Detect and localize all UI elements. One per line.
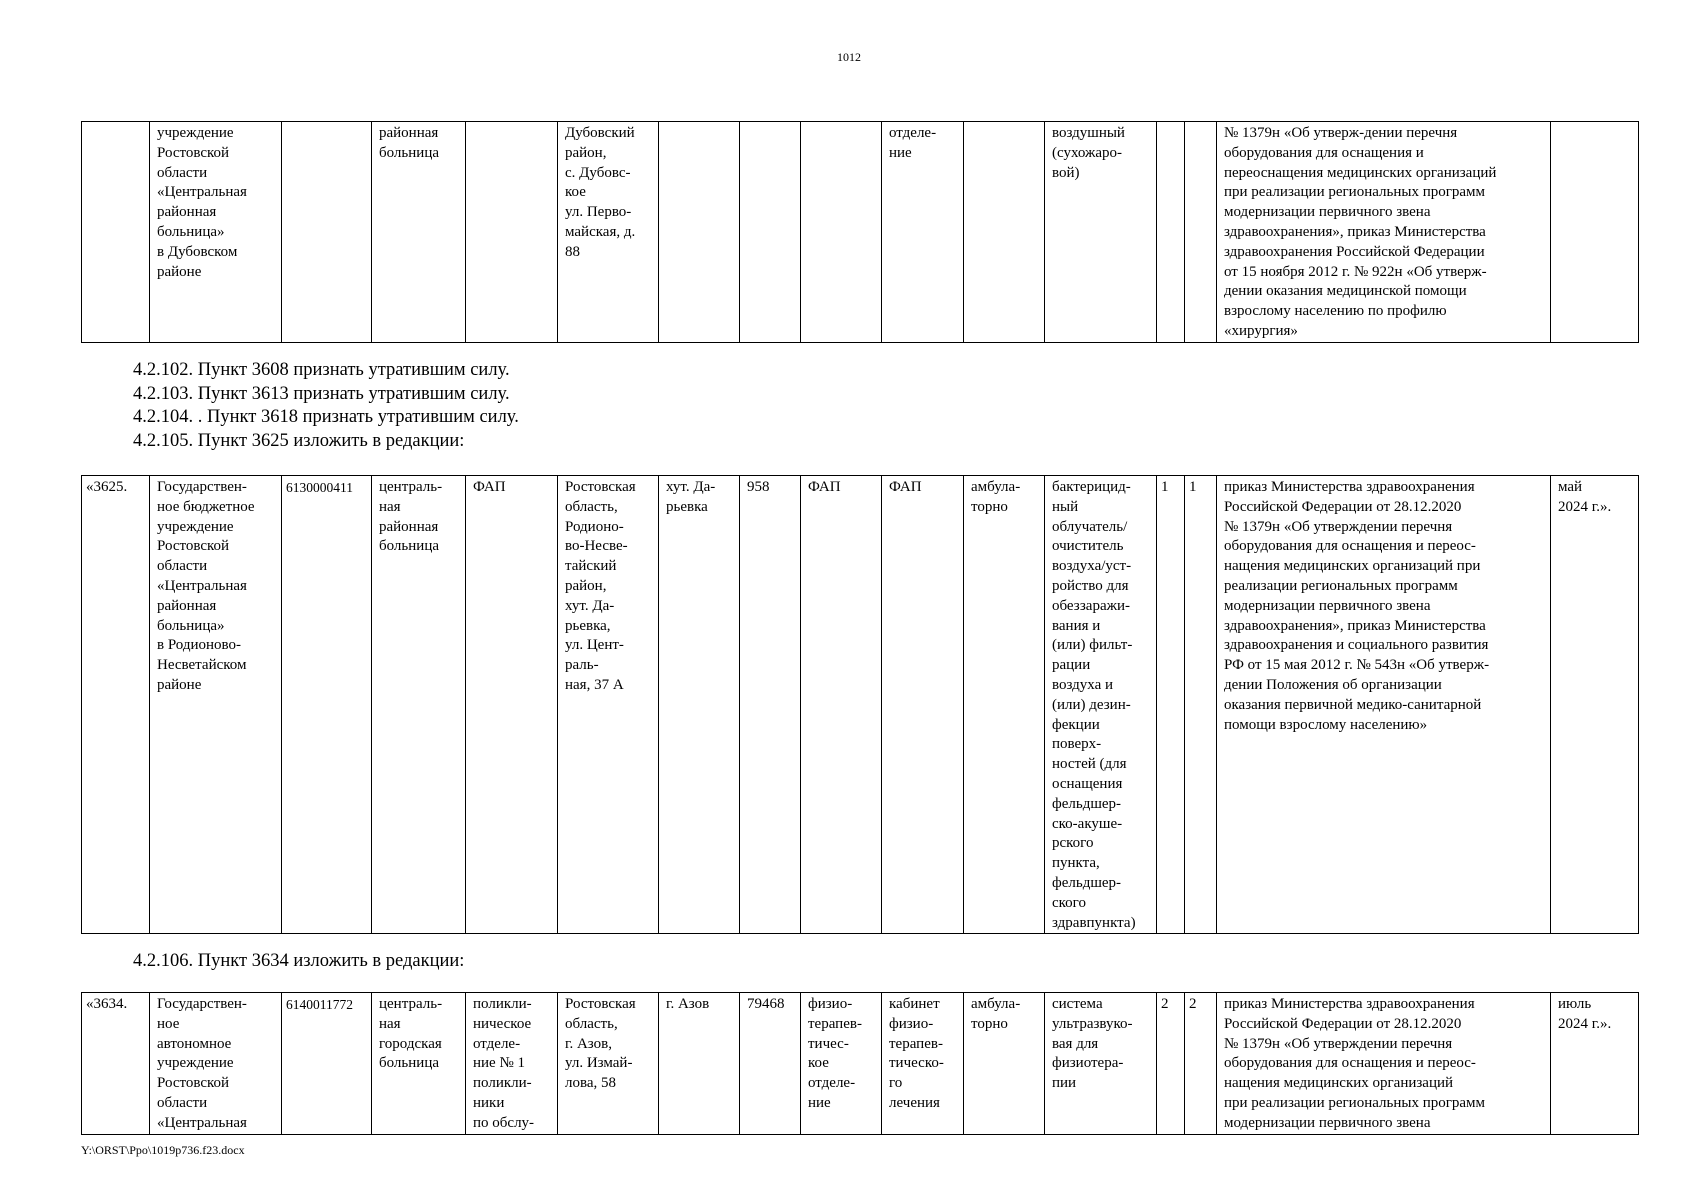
cell-equipment: система ультразвуко- вая для физиотера- пии [1045,993,1157,1135]
cell-org-type: централь- ная городская больница [372,993,466,1135]
cell-address: Дубовский район, с. Дубовс- кое ул. Перво- майская, д. 88 [558,122,659,343]
cell-qty-2: 1 [1185,476,1217,934]
cell-legal-basis: № 1379н «Об утверж-дении перечня оборудования для оснащения и переоснащения медицинских организаций при реализации региональных программ модернизации первичного звена здравоохранения», приказ Министерства здравоохранения Российской Федерации от 15 ноября 2012 г. № 922н «Об утверж- дении оказания медицинской помощи взрослому населению по профилю «хирургия» [1217,122,1551,343]
cell-number [82,122,150,343]
table-row [82,476,1639,934]
cell-population [740,122,801,343]
paragraph: 4.2.104. . Пункт 3618 признать утратившим силу. [133,407,519,427]
cell-organization: Государствен- ное автономное учреждение Ростовской области «Центральная [150,993,282,1135]
cell-deadline: май 2024 г.». [1551,476,1639,934]
cell-equipment: бактерицид- ный облучатель/ очиститель воздуха/уст- ройство для обеззаражи- вания и (или) фильт- рации воздуха и (или) дезин- фекции поверх- ностей (для оснащения фельдшер- ско-акуше- рского пункта, фельдшер- ского здравпункта) [1045,476,1157,934]
paragraph: 4.2.106. Пункт 3634 изложить в редакции: [133,951,465,971]
table-item-3634 [81,992,1639,1135]
cell-organization: учреждение Ростовской области «Центральная районная больница» в Дубовском районе [150,122,282,343]
cell-locality: г. Азов [659,993,740,1135]
cell-qty-2: 2 [1185,993,1217,1135]
cell-organization: Государствен- ное бюджетное учреждение Ростовской области «Центральная районная больница» в Родионово- Несветайском районе [150,476,282,934]
cell-unit: ФАП [882,476,964,934]
cell-org-type: централь- ная районная больница [372,476,466,934]
cell-subdivision [466,122,558,343]
cell-org-type: районная больница [372,122,466,343]
table-item-3625 [81,475,1639,934]
cell-inn: 6140011772 [282,993,372,1135]
paragraph: 4.2.102. Пункт 3608 признать утратившим силу. [133,360,510,380]
cell-deadline: июль 2024 г.». [1551,993,1639,1135]
cell-qty-1: 2 [1157,993,1185,1135]
page-number: 1012 [837,50,861,64]
amendment-paragraphs-2 [133,950,464,974]
table-continuation [81,121,1639,343]
cell-deadline [1551,122,1639,343]
amendment-paragraphs-1 [133,359,519,453]
cell-locality: хут. Да- рьевка [659,476,740,934]
footer-file-path: Y:\ORST\Ppo\1019p736.f23.docx [81,1143,245,1157]
paragraph: 4.2.105. Пункт 3625 изложить в редакции: [133,430,465,451]
cell-qty-2 [1185,122,1217,343]
cell-unit: отделе- ние [882,122,964,343]
cell-number: «3625. [82,476,150,934]
cell-equipment: воздушный (сухожаро- вой) [1045,122,1157,343]
cell-address: Ростовская область, г. Азов, ул. Измай- лова, 58 [558,993,659,1135]
cell-department: ФАП [801,476,882,934]
cell-qty-1 [1157,122,1185,343]
cell-unit: кабинет физио- терапев- тическо- го лечения [882,993,964,1135]
cell-number: «3634. [82,993,150,1135]
cell-inn [282,122,372,343]
cell-legal-basis: приказ Министерства здравоохранения Российской Федерации от 28.12.2020 № 1379н «Об утверждении перечня оборудования для оснащения и переос- нащения медицинских организаций при реализации региональных программ модернизации первичного звена [1217,993,1551,1135]
cell-care-form: амбула- торно [964,476,1045,934]
cell-address: Ростовская область, Родионо- во-Несве- тайский район, хут. Да- рьевка, ул. Цент- раль- ная, 37 А [558,476,659,934]
cell-inn: 6130000411 [282,476,372,934]
cell-subdivision: поликли- ническое отделе- ние № 1 поликли- ники по обслу- [466,993,558,1135]
cell-qty-1: 1 [1157,476,1185,934]
table-row [82,993,1639,1135]
cell-care-form: амбула- торно [964,993,1045,1135]
cell-population: 79468 [740,993,801,1135]
cell-department: физио- терапев- тичес- кое отделе- ние [801,993,882,1135]
cell-legal-basis: приказ Министерства здравоохранения Российской Федерации от 28.12.2020 № 1379н «Об утверждении перечня оборудования для оснащения и переос- нащения медицинских организаций при реализации региональных программ модернизации первичного звена здравоохранения», приказ Министерства здравоохранения и социального развития РФ от 15 мая 2012 г. № 543н «Об утверж- дении Положения об организации оказания первичной медико-санитарной помощи взрослому населению» [1217,476,1551,934]
paragraph: 4.2.103. Пункт 3613 признать утратившим силу. [133,383,510,404]
cell-subdivision: ФАП [466,476,558,934]
table-row [82,122,1639,343]
cell-department [801,122,882,343]
cell-population: 958 [740,476,801,934]
cell-locality [659,122,740,343]
cell-care-form [964,122,1045,343]
